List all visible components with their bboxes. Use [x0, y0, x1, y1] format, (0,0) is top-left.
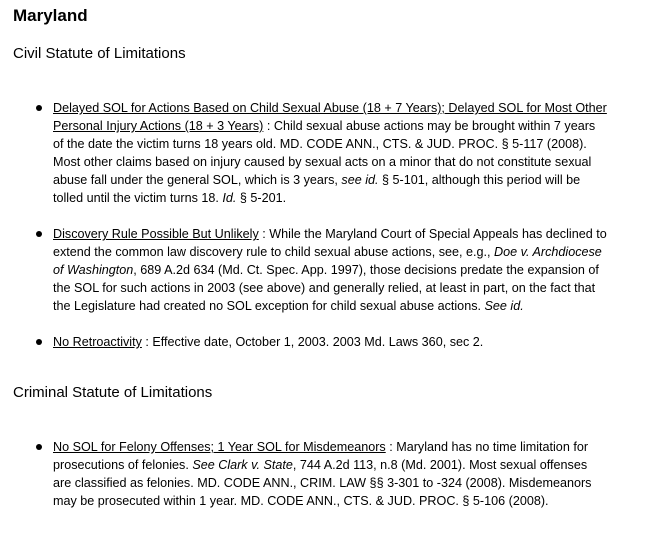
body-text: prosecutions of felonies. [53, 458, 193, 472]
citation-text: of Washington [53, 263, 134, 277]
page-title: Maryland [13, 6, 88, 25]
item-heading: Discovery Rule Possible But Unlikely [53, 227, 259, 241]
criminal-heading: Criminal Statute of Limitations [13, 384, 213, 401]
item-heading: Delayed SOL for Actions Based on Child Sexual Abuse (18 + 7 Years); Delayed SOL for Most Other [53, 101, 607, 115]
citation-text: See id. [484, 299, 524, 313]
body-text: may be prosecuted within 1 year. MD. CODE ANN., CTS. & JUD. PROC. § 5-106 (2008). [53, 494, 549, 508]
text-line [53, 225, 607, 243]
bullet-icon [36, 444, 42, 450]
body-text: of the date the victim turns 18 years old. MD. CODE ANN., CTS. & JUD. PROC. § 5-117 (2008). [53, 137, 587, 151]
text-line [53, 243, 607, 261]
body-text: : Effective date, October 1, 2003. 2003 Md. Laws 360, sec 2. [141, 335, 484, 349]
citation-text: Doe v. Archdiocese [494, 245, 602, 259]
text-line [53, 189, 607, 207]
item-heading: Personal Injury Actions (18 + 3 Years) [53, 119, 264, 133]
body-text: are classified as felonies. MD. CODE ANN., CRIM. LAW §§ 3-301 to -324 (2008). Misdemeanors [53, 476, 592, 490]
body-text: : While the Maryland Court of Special Appeals has declined to [258, 227, 607, 241]
body-text: the SOL for such actions in 2003 (see above) and generally relied, at least in part, on the fact that [53, 281, 596, 295]
text-line [53, 153, 607, 171]
body-text: tolled until the victim turns 18. [53, 191, 223, 205]
text-line [53, 171, 607, 189]
body-text: § 5-201. [236, 191, 287, 205]
body-text: extend the common law discovery rule to child sexual abuse actions, see, e.g., [53, 245, 495, 259]
item-heading: No SOL for Felony Offenses; 1 Year SOL for Misdemeanors [53, 440, 386, 454]
text-line [53, 438, 591, 456]
citation-text: see id. [341, 173, 379, 187]
text-line [53, 456, 591, 474]
text-line [53, 279, 607, 297]
bullet-icon [36, 105, 42, 111]
item-heading: No Retroactivity [53, 335, 142, 349]
bullet-icon [36, 231, 42, 237]
body-text: , 744 A.2d 113, n.8 (Md. 2001). Most sexual offenses [292, 458, 588, 472]
civil-heading: Civil Statute of Limitations [13, 45, 186, 62]
text-line [53, 117, 607, 135]
body-text: the Legislature had created no SOL exception for child sexual abuse actions. [53, 299, 485, 313]
text-line [53, 297, 607, 315]
body-text: § 5-101, although this period will be [378, 173, 581, 187]
body-text: , 689 A.2d 634 (Md. Ct. Spec. App. 1997), those decisions predate the expansion of [133, 263, 599, 277]
body-text: : Maryland has no time limitation for [385, 440, 589, 454]
citation-text: See Clark v. State [192, 458, 293, 472]
body-text: Most other claims based on injury caused by sexual acts on a minor that do not constitute sexual [53, 155, 592, 169]
list-item [53, 99, 607, 207]
text-line [53, 99, 607, 117]
list-item [53, 333, 483, 351]
bullet-icon [36, 339, 42, 345]
text-line [53, 333, 483, 351]
body-text: abuse fall under the general SOL, which is 3 years, [53, 173, 342, 187]
text-line [53, 135, 607, 153]
text-line [53, 261, 607, 279]
list-item [53, 225, 607, 315]
body-text: : Child sexual abuse actions may be brought within 7 years [263, 119, 596, 133]
list-item [53, 438, 591, 510]
text-line [53, 492, 591, 510]
text-line [53, 474, 591, 492]
citation-text: Id. [222, 191, 237, 205]
